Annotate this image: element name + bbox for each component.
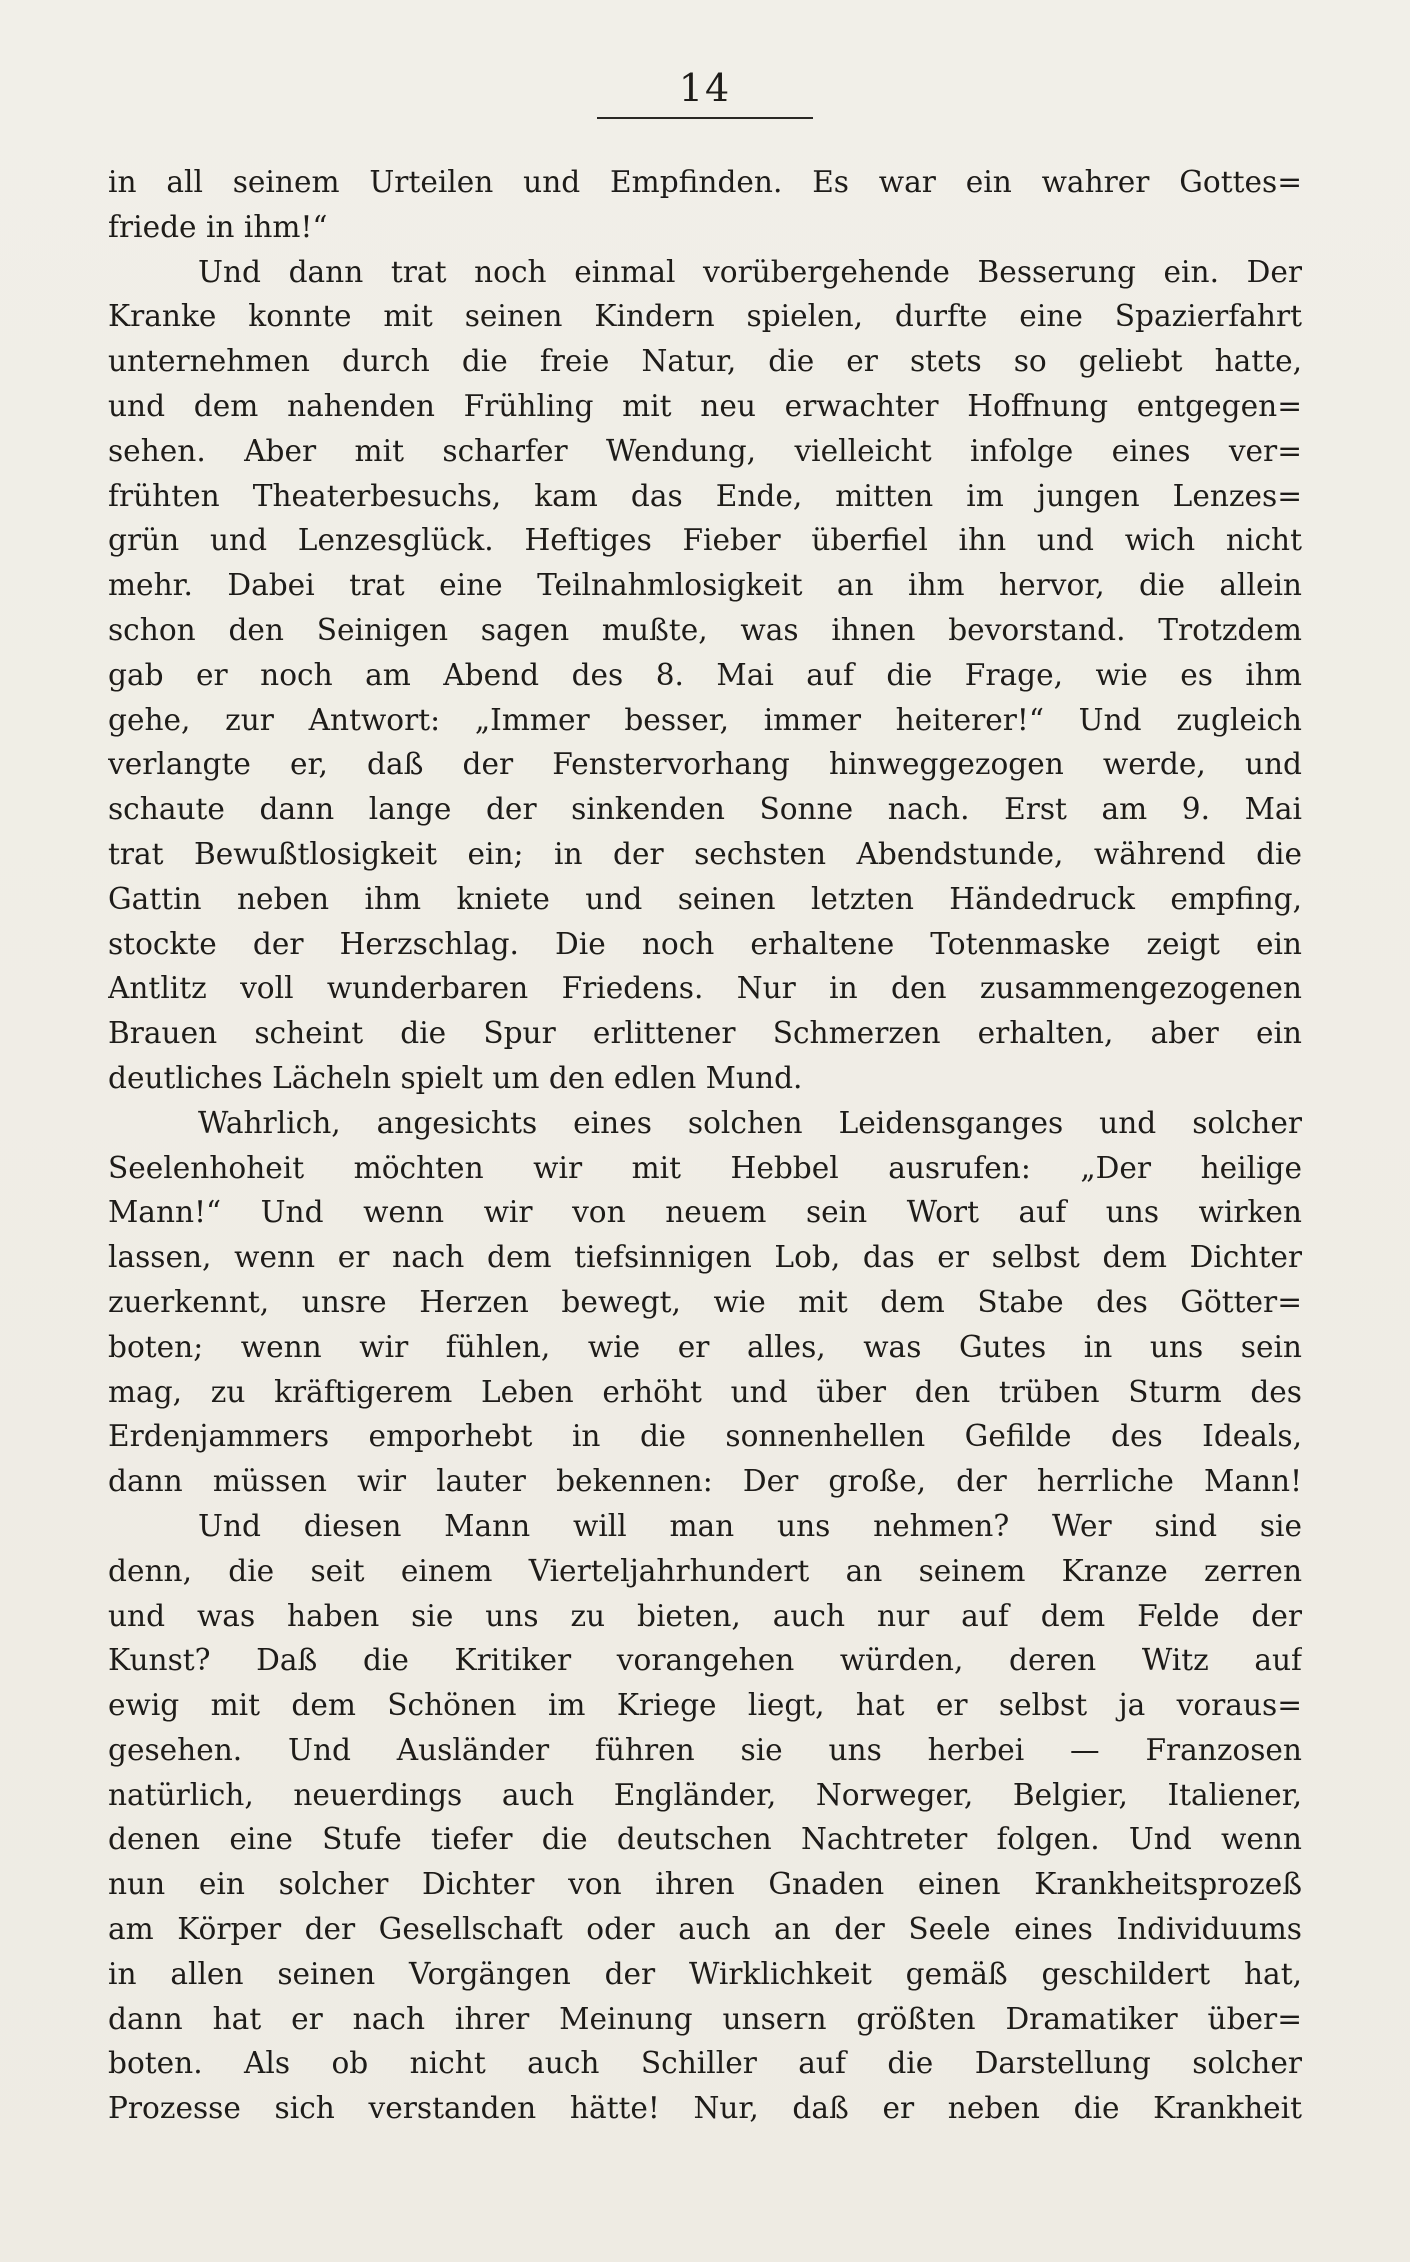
text-line: Gattin neben ihm kniete und seinen letzten Händedruck empfing, [108, 881, 1302, 916]
text-line: Kunst? Daß die Kritiker vorangehen würden, deren Witz auf [108, 1643, 1302, 1678]
text-line: trat Bewußtlosigkeit ein; in der sechsten Abendstunde, während die [108, 836, 1302, 871]
text-line: Kranke konnte mit seinen Kindern spielen, durfte eine Spazierfahrt [108, 299, 1302, 334]
text-line: Antlitz voll wunderbaren Friedens. Nur in den zusammengezogenen [108, 971, 1302, 1006]
page-number-rule [597, 117, 813, 119]
text-line: friede in ihm!“ [108, 209, 328, 244]
text-line: ewig mit dem Schönen im Kriege liegt, hat er selbst ja voraus= [108, 1688, 1302, 1723]
page-number: 14 [678, 66, 732, 110]
text-line: gesehen. Und Ausländer führen sie uns herbei — Franzosen [108, 1732, 1302, 1767]
text-line: mag, zu kräftigerem Leben erhöht und über den trüben Sturm des [108, 1374, 1302, 1409]
text-line: Seelenhoheit möchten wir mit Hebbel ausrufen: „Der heilige [108, 1150, 1302, 1185]
text-line: in all seinem Urteilen und Empfinden. Es war ein wahrer Gottes= [108, 165, 1302, 199]
text-line: Wahrlich, angesichts eines solchen Leidensganges und solcher [198, 1105, 1302, 1140]
text-line: dann müssen wir lauter bekennen: Der große, der herrliche Mann! [108, 1464, 1302, 1499]
text-line: zuerkennt, unsre Herzen bewegt, wie mit dem Stabe des Götter= [108, 1284, 1302, 1319]
text-line: Mann!“ Und wenn wir von neuem sein Wort auf uns wirken [108, 1195, 1302, 1230]
text-line: boten; wenn wir fühlen, wie er alles, was Gutes in uns sein [108, 1329, 1302, 1364]
text-line: unternehmen durch die freie Natur, die er stets so geliebt hatte, [108, 344, 1302, 379]
text-line: verlangte er, daß der Fenstervorhang hinweggezogen werde, und [108, 747, 1302, 782]
text-line: Und diesen Mann will man uns nehmen? Wer sind sie [198, 1508, 1302, 1543]
text-line: in allen seinen Vorgängen der Wirklichkeit gemäß geschildert hat, [108, 1956, 1302, 1991]
text-line: gab er noch am Abend des 8. Mai auf die Frage, wie es ihm [108, 657, 1302, 692]
text-line: und dem nahenden Frühling mit neu erwachter Hoffnung entgegen= [108, 388, 1302, 423]
text-line: denn, die seit einem Vierteljahrhundert an seinem Kranze zerren [108, 1553, 1302, 1588]
text-line: denen eine Stufe tiefer die deutschen Nachtreter folgen. Und wenn [108, 1822, 1302, 1857]
text-line: frühten Theaterbesuchs, kam das Ende, mitten im jungen Lenzes= [108, 478, 1302, 513]
text-line: gehe, zur Antwort: „Immer besser, immer heiterer!“ Und zugleich [108, 702, 1302, 737]
text-line: lassen, wenn er nach dem tiefsinnigen Lob, das er selbst dem Dichter [108, 1240, 1302, 1275]
text-line: natürlich, neuerdings auch Engländer, Norweger, Belgier, Italiener, [108, 1777, 1302, 1812]
text-line: dann hat er nach ihrer Meinung unsern größten Dramatiker über= [108, 2001, 1302, 2036]
text-line: am Körper der Gesellschaft oder auch an der Seele eines Individuums [108, 1912, 1302, 1947]
text-line: boten. Als ob nicht auch Schiller auf die Darstellung solcher [108, 2046, 1302, 2081]
text-line: schaute dann lange der sinkenden Sonne nach. Erst am 9. Mai [108, 792, 1302, 827]
text-line: schon den Seinigen sagen mußte, was ihnen bevorstand. Trotzdem [108, 612, 1302, 647]
text-line: nun ein solcher Dichter von ihren Gnaden einen Krankheitsprozeß [108, 1867, 1302, 1902]
text-line: Prozesse sich verstanden hätte! Nur, daß er neben die Krankheit [108, 2091, 1302, 2126]
text-line: Und dann trat noch einmal vorübergehende Besserung ein. Der [198, 254, 1302, 289]
text-line: stockte der Herzschlag. Die noch erhaltene Totenmaske zeigt ein [108, 926, 1302, 961]
text-line: deutliches Lächeln spielt um den edlen Mund. [108, 1060, 803, 1095]
text-line: und was haben sie uns zu bieten, auch nur auf dem Felde der [108, 1598, 1302, 1633]
text-line: Erdenjammers emporhebt in die sonnenhellen Gefilde des Ideals, [108, 1419, 1302, 1454]
body-text [108, 160, 1302, 2131]
text-line: grün und Lenzesglück. Heftiges Fieber überfiel ihn und wich nicht [108, 523, 1302, 558]
text-line: Brauen scheint die Spur erlittener Schmerzen erhalten, aber ein [108, 1016, 1302, 1051]
text-line: sehen. Aber mit scharfer Wendung, vielleicht infolge eines ver= [108, 433, 1302, 468]
text-line: mehr. Dabei trat eine Teilnahmlosigkeit an ihm hervor, die allein [108, 568, 1302, 603]
